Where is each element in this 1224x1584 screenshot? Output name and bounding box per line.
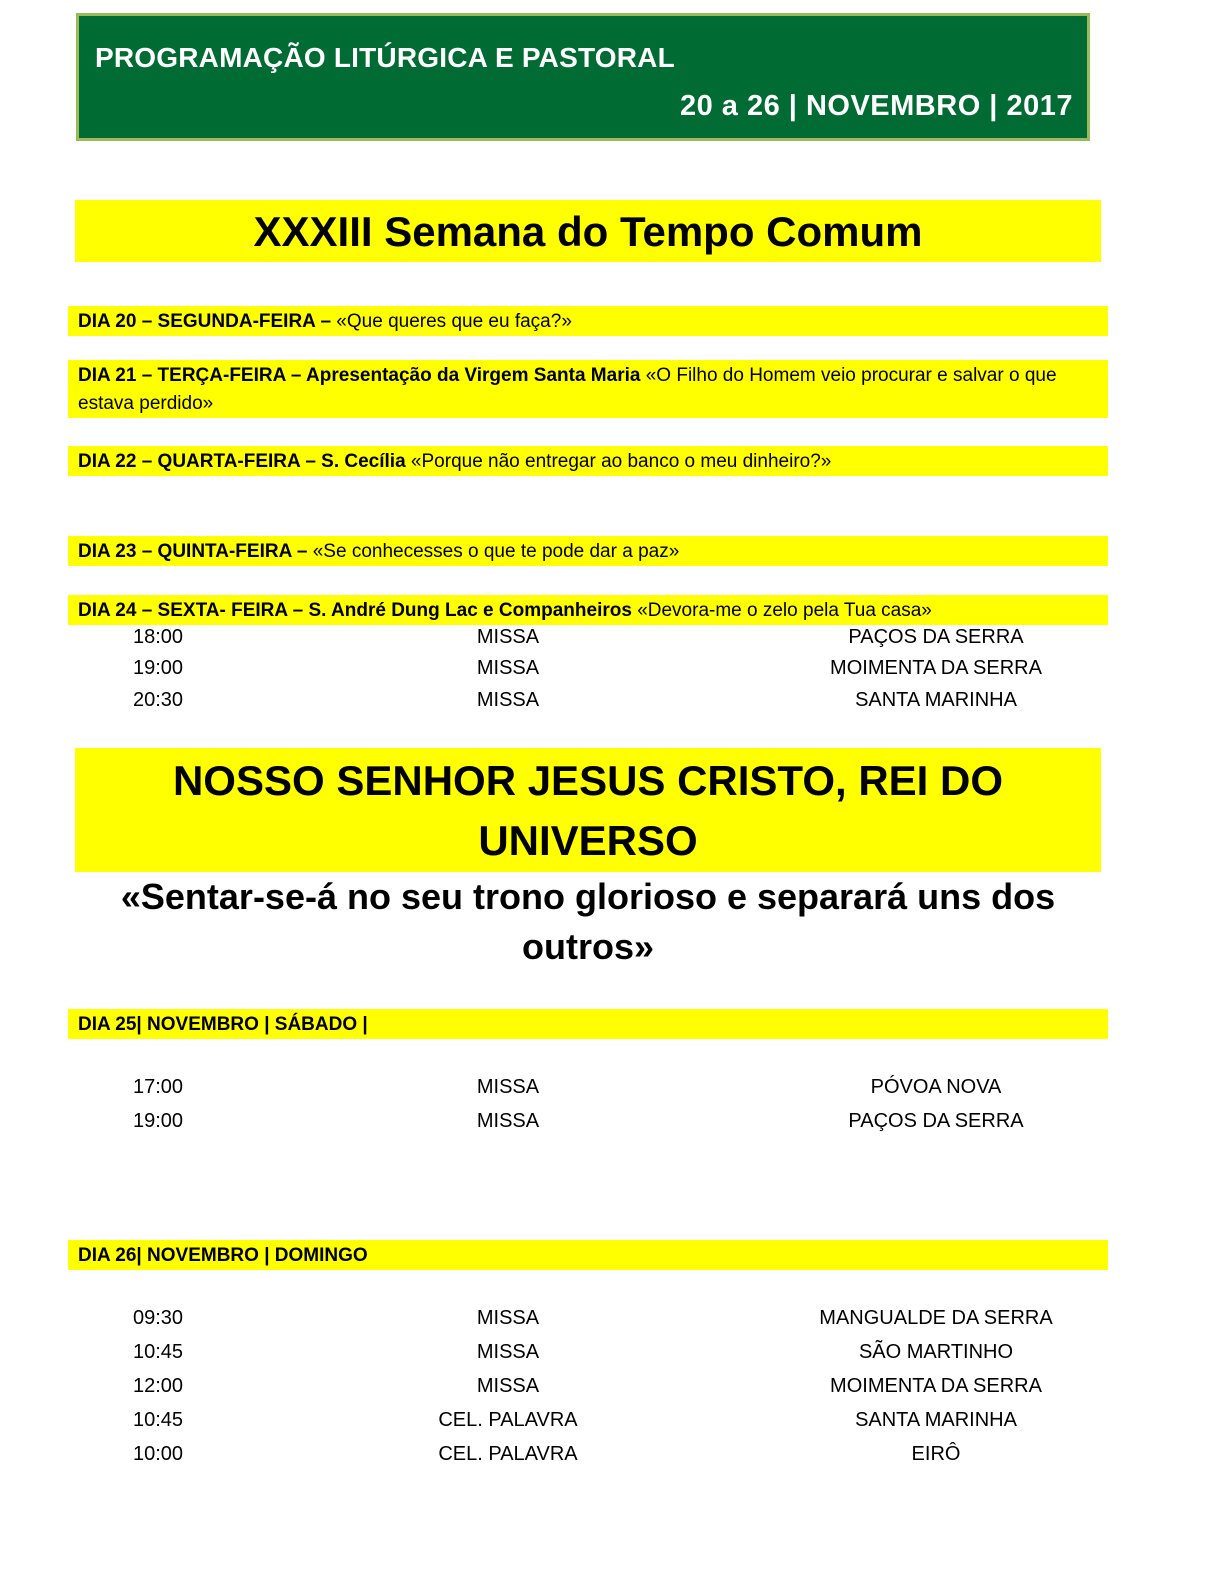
day-20-quote: «Que queres que eu faça?» [331, 311, 572, 332]
schedule-time: 10:45 [132, 1409, 184, 1431]
schedule-place: PAÇOS DA SERRA [848, 1110, 1024, 1132]
day-25-bar [68, 1009, 1108, 1039]
day-21-bar [68, 360, 1108, 418]
day-23-label: DIA 23 – QUINTA-FEIRA – [78, 541, 308, 562]
schedule-event: MISSA [476, 1341, 540, 1363]
schedule-row [0, 1371, 1224, 1401]
schedule-row [0, 685, 1224, 715]
schedule-place: MOIMENTA DA SERRA [830, 1375, 1042, 1397]
schedule-event: MISSA [476, 689, 540, 711]
schedule-time: 19:00 [132, 1110, 184, 1132]
schedule-time: 18:00 [132, 626, 184, 648]
day-23-bar [68, 536, 1108, 566]
schedule-row [0, 622, 1224, 652]
schedule-time: 20:30 [132, 689, 184, 711]
day-20-label: DIA 20 – SEGUNDA-FEIRA – [78, 311, 332, 332]
day-26-bar [68, 1240, 1108, 1270]
schedule-event: MISSA [476, 1110, 540, 1132]
day-25-label: DIA 25| NOVEMBRO | SÁBADO | [78, 1014, 368, 1035]
feast-title-line1: NOSSO SENHOR JESUS CRISTO, REI DO [172, 757, 1004, 804]
day-20-bar [68, 306, 1108, 336]
feast-quote [75, 872, 1101, 972]
schedule-row [0, 1303, 1224, 1333]
schedule-time: 12:00 [132, 1375, 184, 1397]
schedule-event: CEL. PALAVRA [438, 1409, 578, 1431]
week-title: XXXIII Semana do Tempo Comum [75, 200, 1101, 262]
schedule-event: MISSA [476, 1375, 540, 1397]
header-date-range: 20 a 26 | NOVEMBRO | 2017 [679, 90, 1073, 122]
schedule-row [0, 1439, 1224, 1469]
schedule-row [0, 1405, 1224, 1435]
day-21-quote: «O Filho do Homem veio procurar e salvar o que estava perdido» [78, 365, 1057, 414]
day-24-bar [68, 595, 1108, 625]
schedule-row [0, 1072, 1224, 1102]
schedule-event: MISSA [476, 657, 540, 679]
schedule-time: 10:45 [132, 1341, 184, 1363]
feast-title [75, 748, 1101, 872]
schedule-time: 09:30 [132, 1307, 184, 1329]
feast-quote-line1: «Sentar-se-á no seu trono glorioso e separará uns dos [120, 876, 1056, 917]
feast-quote-line2: outros» [521, 926, 654, 967]
schedule-event: MISSA [476, 1076, 540, 1098]
header-banner [76, 13, 1090, 141]
feast-title-line2: UNIVERSO [478, 817, 698, 864]
schedule-place: EIRÔ [911, 1443, 961, 1465]
day-22-quote: «Porque não entregar ao banco o meu dinheiro?» [405, 451, 832, 472]
schedule-place: SANTA MARINHA [855, 1409, 1017, 1431]
day-22-bar [68, 446, 1108, 476]
schedule-place: SANTA MARINHA [855, 689, 1017, 711]
schedule-place: PÓVOA NOVA [870, 1076, 1002, 1098]
schedule-place: MANGUALDE DA SERRA [819, 1307, 1053, 1329]
schedule-row [0, 1337, 1224, 1367]
schedule-event: CEL. PALAVRA [438, 1443, 578, 1465]
schedule-event: MISSA [476, 626, 540, 648]
day-21-label: DIA 21 – TERÇA-FEIRA – Apresentação da Virgem Santa Maria [78, 365, 641, 386]
schedule-row [0, 1106, 1224, 1136]
schedule-row [0, 653, 1224, 683]
header-title: PROGRAMAÇÃO LITÚRGICA E PASTORAL [95, 42, 675, 73]
schedule-place: MOIMENTA DA SERRA [830, 657, 1042, 679]
schedule-time: 10:00 [132, 1443, 184, 1465]
day-23-quote: «Se conhecesses o que te pode dar a paz» [307, 541, 680, 562]
schedule-time: 17:00 [132, 1076, 184, 1098]
schedule-event: MISSA [476, 1307, 540, 1329]
day-24-label: DIA 24 – SEXTA- FEIRA – S. André Dung Lac e Companheiros [78, 600, 632, 621]
day-22-label: DIA 22 – QUARTA-FEIRA – S. Cecília [78, 451, 406, 472]
day-26-label: DIA 26| NOVEMBRO | DOMINGO [78, 1245, 368, 1266]
schedule-place: SÃO MARTINHO [858, 1341, 1014, 1363]
day-24-quote: «Devora-me o zelo pela Tua casa» [631, 600, 932, 621]
schedule-place: PAÇOS DA SERRA [848, 626, 1024, 648]
schedule-time: 19:00 [132, 657, 184, 679]
